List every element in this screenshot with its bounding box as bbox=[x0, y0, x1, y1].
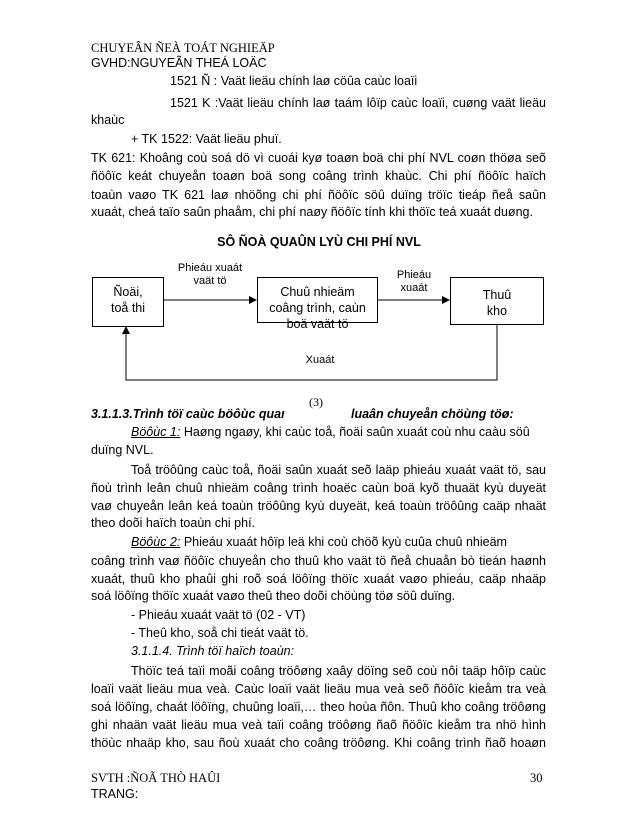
para2-line-4: theo doõi haïch toaùn chi phí. bbox=[91, 516, 256, 530]
tk621-line-3: toaùn vaøo TK 621 laø nhöõng chi phí ñöôïc söû duïng tröïc tieáp ñeå saûn bbox=[91, 188, 546, 202]
para2-line-2: ñoù trình leân chuû nhieäm coâng trình hoaëc caùn boä kyõ thuaät kyù duyeät bbox=[91, 481, 546, 495]
account-1522: + TK 1522: Vaät lieäu phuï. bbox=[131, 132, 282, 146]
box-team-label: Ñoäi, toå thi bbox=[110, 285, 146, 315]
account-1521-d: 1521 Ñ : Vaät lieäu chính laø cöûa caùc loaïi bbox=[170, 74, 418, 88]
tk621-line-4: xuaát, cheá taïo saûn phaåm, chi phí naøy ñöôïc tính khi thöïc teá xuaát duøng. bbox=[91, 205, 533, 219]
step1-line-2: duïng NVL. bbox=[91, 443, 154, 457]
box-storekeeper bbox=[450, 277, 544, 325]
footer-trang-label: TRANG: bbox=[91, 787, 139, 801]
diagram-title: SÔ ÑOÀ QUAÛN LYÙ CHI PHÍ NVL bbox=[217, 235, 421, 249]
box-team bbox=[92, 277, 164, 327]
para3-line-3: soá löôïng thöïc xuaát vaøo theû theo doõi chöùng töø söû duïng. bbox=[91, 589, 456, 603]
section-title-part-2: luaân chuyeån chöùng töø: bbox=[351, 407, 514, 421]
step2-label: Böôùc 2: bbox=[131, 535, 181, 549]
para2-line-3: vaø chuyeån leân keá toaùn tröôûng kyù duyeät, keá toaùn tröôûng caäp nhaät bbox=[91, 499, 546, 513]
section-title-part-1: 3.1.1.3.Trình töï caùc böôùc quaı bbox=[91, 407, 285, 421]
step1-line-1 bbox=[131, 425, 530, 439]
page-number: 30 bbox=[530, 771, 543, 785]
para4-line-1: Thöïc teá taïi moãi coâng tröôøng xaây döïng seõ coù nôi taäp hôïp caùc bbox=[131, 664, 546, 678]
para3-line-1: coâng trình vaø ñöôïc chuyeån cho thuû kho vaät tö ñeå chuaån bò tieán haønh bbox=[91, 554, 546, 568]
arrow-label-issue: Phieáu xuaát bbox=[384, 269, 444, 291]
step2-text: Phieáu xuaát hôïp leä khi coù chöõ kyù cuûa chuû nhieäm bbox=[180, 535, 507, 549]
step1-text: Haøng ngaøy, khi caùc toå, ñoäi saûn xuaát coù nhu caàu söû bbox=[180, 425, 530, 439]
header-title: CHUYEÂN ÑEÀ TOÁT NGHIEÄP bbox=[91, 41, 275, 55]
para3-line-2: xuaát, thuû kho phaûi ghi roõ soá löôïng thöïc xuaát vaøo phieáu, caäp nhaäp bbox=[91, 572, 546, 586]
tk621-line-1: TK 621: Khoâng coù soá dö vì cuoái kyø toaøn boä chi phí NVL coøn thöøa seõ bbox=[91, 151, 546, 165]
step1-label: Böôùc 1: bbox=[131, 425, 181, 439]
para4-line-2: loaïi vaät lieäu mua veà. Caùc loaïi vaät lieäu mua veà seõ ñöôïc kieåm tra veà bbox=[91, 682, 546, 696]
footer-student: SVTH :ÑOÃ THÒ HAÛI bbox=[91, 771, 221, 785]
para4-line-4: ghi nhaän vaät lieäu mua veà taïi coâng tröôøng ñaõ ñöôïc kieåm tra nhö hình bbox=[91, 718, 546, 732]
box-site-manager-label: Chuû nhieäm coâng trình, caùn boä vaät tö bbox=[269, 285, 366, 331]
header-supervisor: GVHD:NGUYEÃN THEÁ LOÄC bbox=[91, 56, 267, 70]
bullet-1: - Phieáu xuaát vaät tö (02 - VT) bbox=[131, 608, 306, 622]
figure-number: (3) bbox=[309, 395, 323, 409]
arrow-label-issue-slip: Phieáu xuaát vaät tö bbox=[172, 262, 248, 296]
box-storekeeper-label: Thuû kho bbox=[482, 288, 512, 318]
para4-line-5: thöùc nhaäp kho, sau ñoù xuaát cho coâng tröôøng. Khi coâng trình ñaõ hoaøn bbox=[91, 736, 546, 750]
tk621-line-2: ñöôïc keát chuyeån toaøn boä song coâng trình khaùc. Chi phí ñöôïc haïch bbox=[91, 169, 546, 183]
bullet-2: - Theû kho, soå chi tieát vaät tö. bbox=[131, 626, 309, 640]
para4-line-3: soá löôïng, chaát löôïng, chuûng loaïi,… theo hoùa ñôn. Thuû kho coâng tröôøng bbox=[91, 700, 546, 714]
subsection-title: 3.1.1.4. Trình töï haïch toaùn: bbox=[131, 644, 295, 658]
account-1521-k: 1521 K :Vaät lieäu chính laø taám lôïp caùc loaïi, cuøng vaät lieäu bbox=[170, 96, 546, 110]
para2-line-1: Toå tröôûng caùc toå, ñoäi saûn xuaát seõ laäp phieáu xuaát vaät tö, sau bbox=[131, 463, 546, 477]
step2-line-1 bbox=[131, 535, 507, 549]
account-1521-k-cont: khaùc bbox=[91, 113, 125, 127]
arrow-label-out: Xuaát bbox=[305, 354, 335, 366]
box-site-manager bbox=[257, 277, 378, 331]
